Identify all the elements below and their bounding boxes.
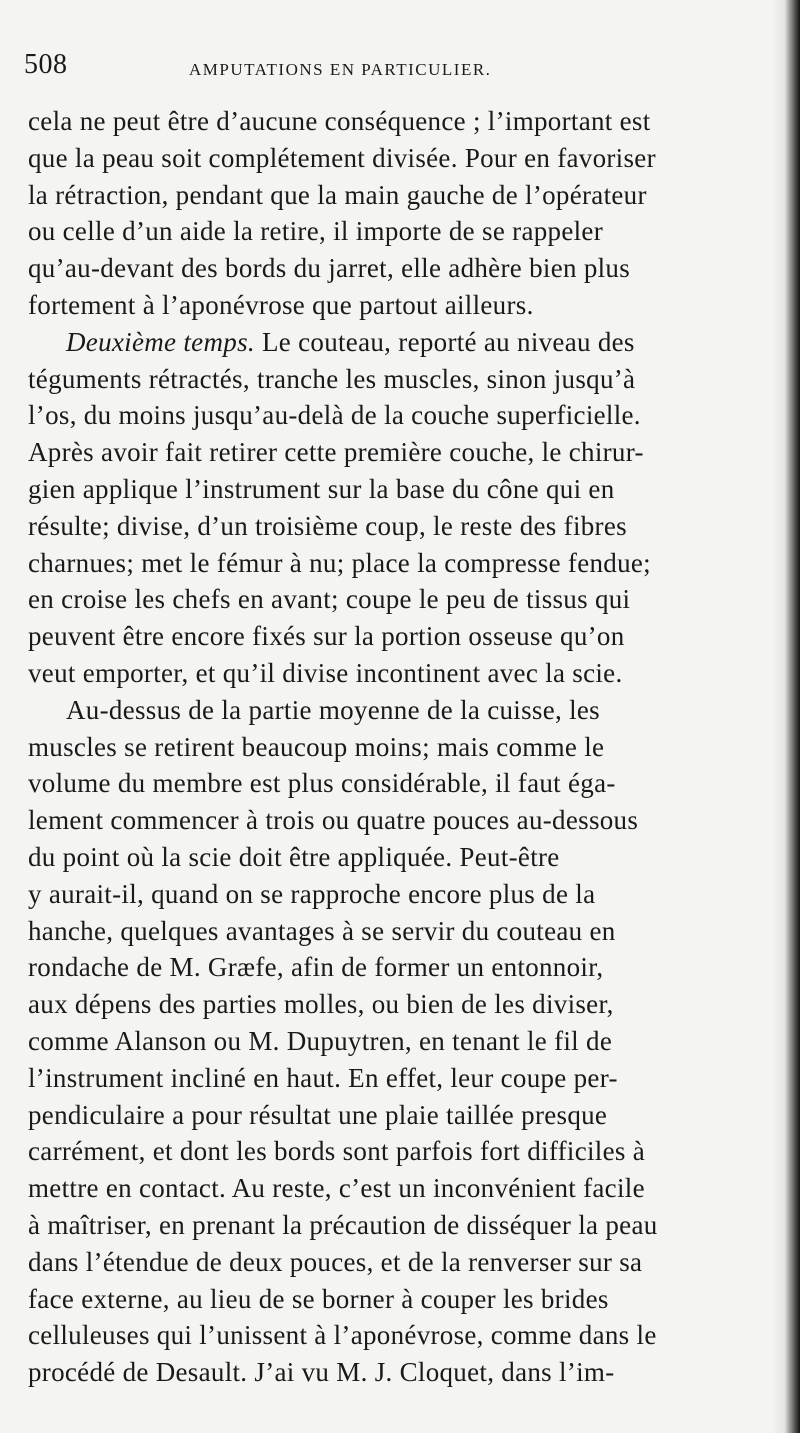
text-line: pendiculaire a pour résultat une plaie taillée presque: [28, 1099, 608, 1130]
running-head: AMPUTATIONS EN PARTICULIER.: [189, 60, 492, 79]
text-line: peuvent être encore fixés sur la portion osseuse qu’on: [28, 621, 625, 652]
text-line: charnues; met le fémur à nu; place la compresse fendue;: [28, 547, 651, 578]
text-line-fragment: Le couteau, reporté au niveau des: [262, 326, 635, 357]
text-line: résulte; divise, d’un troisième coup, le reste des fibres: [28, 510, 627, 541]
text-line: lement commencer à trois ou quatre pouces au-dessous: [28, 805, 639, 836]
text-line: volume du membre est plus considérable, il faut éga-: [28, 768, 616, 799]
text-line: aux dépens des parties molles, ou bien de les diviser,: [28, 989, 614, 1020]
second-step-heading: Deuxième temps.: [66, 326, 255, 357]
text-line: en croise les chefs en avant; coupe le peu de tissus qui: [28, 584, 631, 615]
text-line: veut emporter, et qu’il divise incontinent avec la scie.: [28, 657, 623, 688]
text-line: dans l’étendue de deux pouces, et de la renverser sur sa: [28, 1246, 643, 1277]
paragraph-start-line: Au-dessus de la partie moyenne de la cuisse, les: [66, 694, 600, 725]
text-line: Après avoir fait retirer cette première couche, le chirur-: [28, 437, 644, 468]
text-line: procédé de Desault. J’ai vu M. J. Cloquet, dans l’im-: [28, 1357, 615, 1388]
text-line: carrément, et dont les bords sont parfois fort difficiles à: [28, 1136, 646, 1167]
text-line: qu’au-devant des bords du jarret, elle adhère bien plus: [28, 253, 631, 284]
text-line: ou celle d’un aide la retire, il importe de se rappeler: [28, 216, 603, 247]
page-edge-shadow: [772, 0, 800, 1433]
text-line: celluleuses qui l’unissent à l’aponévrose, comme dans le: [28, 1320, 657, 1351]
text-line: téguments rétractés, tranche les muscles, sinon jusqu’à: [28, 363, 636, 394]
text-line: fortement à l’aponévrose que partout ailleurs.: [28, 289, 534, 320]
text-line: l’instrument incliné en haut. En effet, leur coupe per-: [28, 1062, 618, 1093]
text-line: y aurait-il, quand on se rapproche encore plus de la: [28, 878, 596, 909]
page-header: [24, 48, 764, 92]
text-line: comme Alanson ou M. Dupuytren, en tenant le fil de: [28, 1025, 613, 1056]
text-line: du point où la scie doit être appliquée. Peut-être: [28, 841, 560, 872]
paragraph-start-line: [28, 324, 776, 361]
text-line: mettre en contact. Au reste, c’est un inconvénient facile: [28, 1173, 645, 1204]
text-line: gien applique l’instrument sur la base du cône qui en: [28, 473, 615, 504]
text-line: cela ne peut être d’aucune conséquence ; l’important est: [28, 106, 651, 136]
text-line: la rétraction, pendant que la main gauche de l’opérateur: [28, 179, 647, 210]
text-line: que la peau soit complétement divisée. Pour en favoriser: [28, 142, 656, 173]
page-number: 508: [24, 49, 68, 80]
body-text: [28, 103, 776, 1391]
text-line: l’os, du moins jusqu’au-delà de la couche superficielle.: [28, 400, 641, 431]
text-line: à maîtriser, en prenant la précaution de disséquer la peau: [28, 1209, 658, 1240]
text-line: rondache de M. Græfe, afin de former un entonnoir,: [28, 952, 604, 983]
text-line: muscles se retirent beaucoup moins; mais comme le: [28, 731, 605, 762]
text-line: hanche, quelques avantages à se servir du couteau en: [28, 915, 616, 946]
text-line: face externe, au lieu de se borner à couper les brides: [28, 1283, 609, 1314]
